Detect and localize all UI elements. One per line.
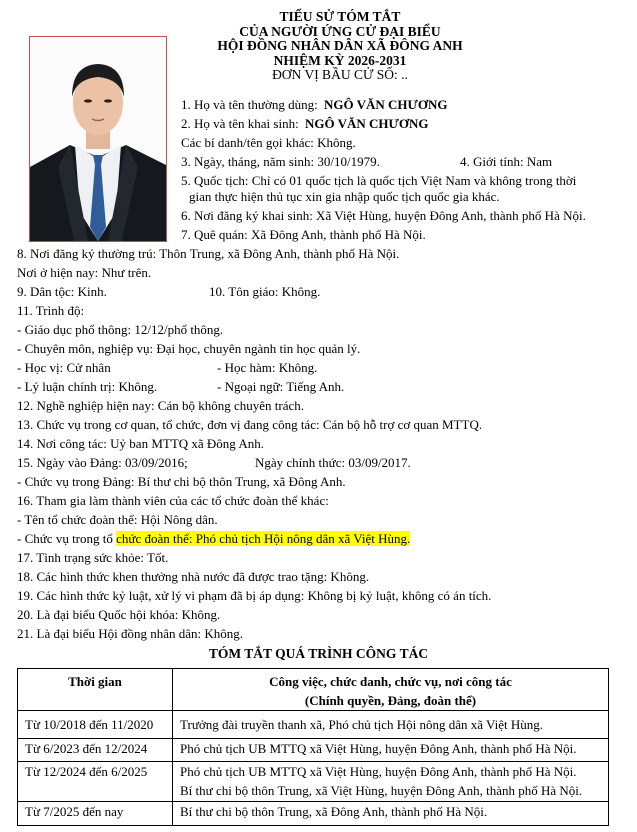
- person-portrait-icon: [30, 37, 166, 241]
- field-specialty: - Chuyên môn, nghiệp vụ: Đại học, chuyên ngành tin học quản lý.: [17, 341, 361, 356]
- field-organization-name: - Tên tổ chức đoàn thể: Hội Nông dân.: [17, 512, 218, 527]
- career-section-title: TÓM TẮT QUÁ TRÌNH CÔNG TÁC: [208, 646, 429, 661]
- common-name-value: NGÔ VĂN CHƯƠNG: [323, 97, 448, 112]
- field-birth-name: [181, 116, 428, 132]
- field-current-residence: Nơi ở hiện nay: Như trên.: [17, 265, 152, 280]
- cell-description: [173, 762, 609, 802]
- field-awards: 18. Các hình thức khen thưởng nhà nước đã được trao tặng: Không.: [17, 569, 370, 584]
- field-health: 17. Tình trạng sức khỏe: Tốt.: [17, 550, 169, 565]
- field-occupation: 12. Nghề nghiệp hiện nay: Cán bộ không chuyên trách.: [17, 398, 305, 413]
- column-header-description: [173, 669, 609, 711]
- field-peoples-council: 21. Là đại biểu Hội đồng nhân dân: Không.: [17, 626, 244, 641]
- cell-time: Từ 12/2024 đến 6/2025: [18, 762, 173, 802]
- field-hometown: 7. Quê quán: Xã Đông Anh, thành phố Hà Nội.: [181, 227, 426, 242]
- field-party-official-date: Ngày chính thức: 03/09/2017.: [255, 455, 411, 470]
- description-line1: Phó chủ tịch UB MTTQ xã Việt Hùng, huyện Đông Anh, thành phố Hà Nội.: [180, 764, 577, 779]
- electoral-unit: ĐƠN VỊ BẦU CỬ SỐ: ..: [272, 67, 408, 82]
- cell-description: Phó chủ tịch UB MTTQ xã Việt Hùng, huyện Đông Anh, thành phố Hà Nội.: [173, 739, 609, 762]
- field-religion: 10. Tôn giáo: Không.: [209, 284, 321, 299]
- field-position: 13. Chức vụ trong cơ quan, tổ chức, đơn vị đang công tác: Cán bộ hỗ trợ cơ quan MTTQ.: [17, 417, 483, 432]
- cell-description: Trưởng đài truyền thanh xã, Phó chủ tịch Hội nông dân xã Việt Hùng.: [173, 711, 609, 739]
- cell-description: Bí thư chi bộ thôn Trung, xã Đông Anh, thành phố Hà Nội.: [173, 802, 609, 826]
- field-discipline: 19. Các hình thức kỷ luật, xử lý vi phạm đã bị áp dụng: Không bị kỷ luật, không có án tích.: [17, 588, 492, 603]
- table-row: [18, 802, 609, 826]
- field-ethnicity: 9. Dân tộc: Kinh.: [17, 284, 107, 299]
- org-position-prefix: - Chức vụ trong tổ: [17, 531, 117, 546]
- cell-time: Từ 7/2025 đến nay: [18, 802, 173, 826]
- field-general-education: - Giáo dục phổ thông: 12/12/phổ thông.: [17, 322, 224, 337]
- field-nationality-line2: gian thực hiện thủ tục xin gia nhập quốc tịch quốc gia khác.: [189, 189, 500, 204]
- column-header-time: Thời gian: [18, 669, 173, 711]
- field-common-name: [181, 97, 447, 113]
- field-gender: 4. Giới tính: Nam: [460, 154, 553, 169]
- field-permanent-residence: 8. Nơi đăng ký thường trú: Thôn Trung, xã Đông Anh, thành phố Hà Nội.: [17, 246, 400, 261]
- field-degree: - Học vị: Cử nhân: [17, 360, 111, 375]
- header-description-line2: (Chính quyền, Đảng, đoàn thể): [304, 693, 477, 708]
- table-row: [18, 762, 609, 802]
- field-birth-date: 3. Ngày, tháng, năm sinh: 30/10/1979.: [181, 154, 380, 169]
- description-line2: Bí thư chi bộ thôn Trung, xã Việt Hùng, huyện Đông Anh, thành phố Hà Nội.: [180, 783, 583, 798]
- cell-time: Từ 6/2023 đến 12/2024: [18, 739, 173, 762]
- common-name-label: 1. Họ và tên thường dùng:: [181, 97, 318, 112]
- birth-name-value: NGÔ VĂN CHƯƠNG: [304, 116, 429, 131]
- council-name: HỘI ĐỒNG NHÂN DÂN XÃ ĐÔNG ANH: [217, 38, 463, 53]
- table-header-row: [18, 669, 609, 711]
- field-aliases: Các bí danh/tên gọi khác: Không.: [181, 135, 356, 150]
- field-academic-title: - Học hàm: Không.: [217, 360, 318, 375]
- portrait-photo: [29, 36, 167, 242]
- table-row: [18, 739, 609, 762]
- header-description-line1: Công việc, chức danh, chức vụ, nơi công tác: [269, 674, 512, 689]
- field-national-assembly: 20. Là đại biểu Quốc hội khóa: Không.: [17, 607, 221, 622]
- table-row: [18, 711, 609, 739]
- field-organizations: 16. Tham gia làm thành viên của các tổ chức đoàn thể khác:: [17, 493, 329, 508]
- field-organization-position: [17, 531, 410, 547]
- term: NHIỆM KỲ 2026-2031: [273, 52, 407, 68]
- field-party-join-date: 15. Ngày vào Đảng: 03/09/2016;: [17, 455, 188, 470]
- field-workplace: 14. Nơi công tác: Uỷ ban MTTQ xã Đông Anh.: [17, 436, 264, 451]
- field-nationality-line1: 5. Quốc tịch: Chỉ có 01 quốc tịch là quốc tịch Việt Nam và không trong thời: [181, 173, 577, 188]
- field-political-theory: - Lý luận chính trị: Không.: [17, 379, 158, 394]
- doc-subtitle: CỦA NGƯỜI ỨNG CỬ ĐẠI BIỂU: [239, 23, 441, 39]
- org-position-highlighted: chức đoàn thể: Phó chủ tịch Hội nông dân xã Việt Hùng.: [116, 531, 411, 546]
- field-birth-registration: 6. Nơi đăng ký khai sinh: Xã Việt Hùng, huyện Đông Anh, thành phố Hà Nội.: [181, 208, 586, 223]
- field-foreign-language: - Ngoại ngữ: Tiếng Anh.: [217, 379, 345, 394]
- doc-title: TIỂU SỬ TÓM TẮT: [279, 9, 401, 24]
- cell-time: Từ 10/2018 đến 11/2020: [18, 711, 173, 739]
- field-party-position: - Chức vụ trong Đảng: Bí thư chi bộ thôn Trung, xã Đông Anh.: [17, 474, 346, 489]
- career-table: [17, 668, 609, 826]
- field-education-level: 11. Trình độ:: [17, 303, 85, 318]
- birth-name-label: 2. Họ và tên khai sinh:: [181, 116, 299, 131]
